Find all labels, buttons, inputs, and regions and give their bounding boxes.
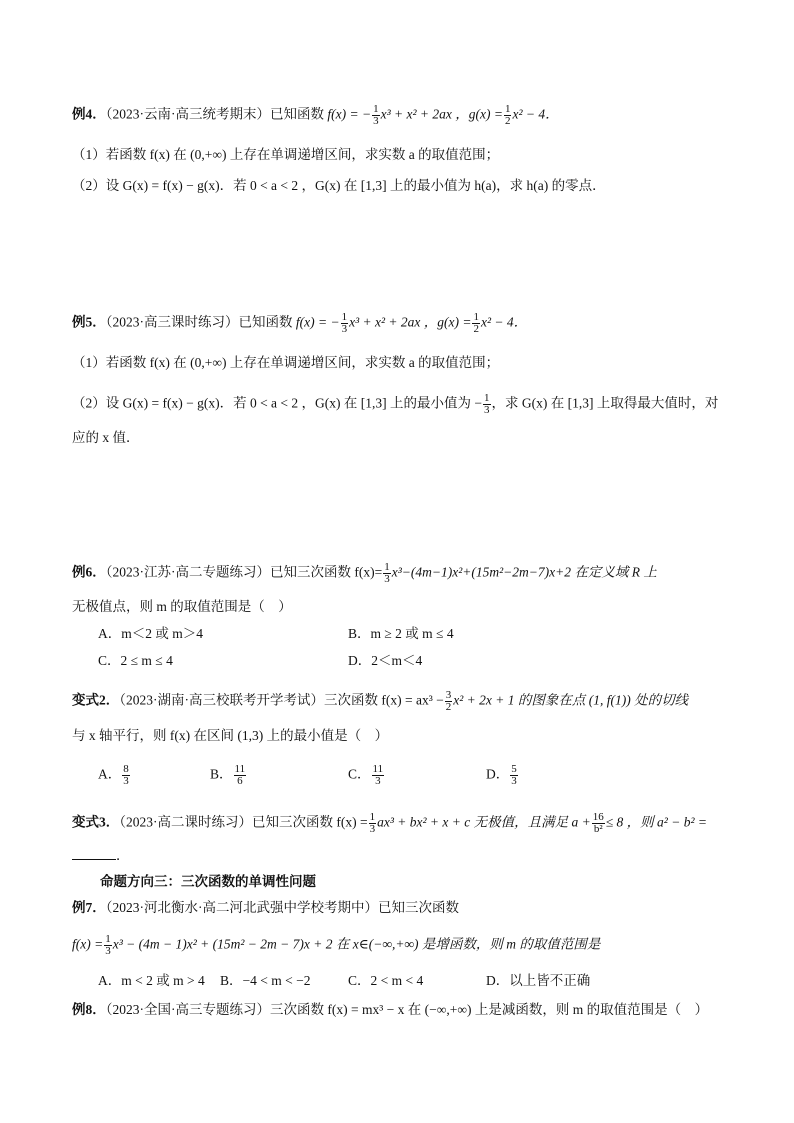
var3-label: 变式3． xyxy=(72,814,120,830)
ex8-label: 例8． xyxy=(72,1002,106,1017)
ex5-source: （2023·高三课时练习）已知函数 xyxy=(105,314,293,330)
ex4-g-def: ，g(x) = xyxy=(455,106,503,122)
ex7-frac: $\frac{1}{3}$ xyxy=(105,933,111,957)
ex5-g-frac: $\frac{1}{2}$ xyxy=(473,311,479,335)
ex4-g-rest: x² − 4． xyxy=(512,106,559,122)
var2-option-a[interactable]: A． $\frac{8}{3}$ xyxy=(98,763,129,787)
ex6-rest: x³−(4m−1)x²+(15m²−2m−7)x+2 在定义域 R 上 xyxy=(391,564,657,580)
ex6-statement xyxy=(72,562,734,585)
ex4-f-rest: x³ + x² + 2ax xyxy=(380,106,452,122)
ex7-line2-b: x³ − (4m − 1)x² + (15m² − 2m − 7)x + 2 在 x∈(−∞,+∞) 是增函数，则 m 的取值范围是 xyxy=(112,936,601,952)
ex5-f-def: f(x) = − xyxy=(295,314,340,330)
ex6-source: （2023·江苏·高二专题练习）已知三次函数 f(x)= xyxy=(105,564,383,580)
ex5-statement xyxy=(72,312,734,335)
ex7-option-b[interactable]: B．−4 < m < −2 xyxy=(220,973,311,988)
var2-option-b[interactable]: B． $\frac{11}{6}$ xyxy=(210,763,246,787)
ex7-statement xyxy=(72,898,734,918)
ex7-line2-a: f(x) = xyxy=(72,936,104,952)
var3-frac: $\frac{1}{3}$ xyxy=(369,811,376,835)
var2-rest: x² + 2x + 1 的图象在点 (1, f(1)) 处的切线 xyxy=(453,692,689,708)
var2-statement xyxy=(72,690,734,713)
var3-frac2: $\frac{16}{\text{b²}}$ xyxy=(592,811,604,835)
ex5-q1: （1）若函数 f(x) 在 (0,+∞) 上存在单调递增区间，求实数 a 的取值范围； xyxy=(72,355,500,370)
ex5-f-frac: $\frac{1}{3}$ xyxy=(341,311,348,335)
var2-option-c[interactable]: C． $\frac{11}{3}$ xyxy=(348,763,384,787)
var3-rest: ax³ + bx² + x + c 无极值，且满足 a + xyxy=(377,814,591,830)
ex5-q2-a: （2）设 G(x) = f(x) − g(x)．若 0 < a < 2 ，G(x) 在 [1,3] 上的最小值为 − xyxy=(72,395,483,411)
ex5-f-rest: x³ + x² + 2ax xyxy=(349,314,421,330)
ex5-label: 例5． xyxy=(72,314,106,330)
ex6-frac: $\frac{1}{3}$ xyxy=(384,561,390,585)
var3-end: ． xyxy=(116,848,130,863)
ex8-statement xyxy=(72,1000,734,1020)
var3-rest2: ≤ 8 ，则 a² − b² = xyxy=(605,814,707,830)
ex6-option-b[interactable]: B．m ≥ 2 或 m ≤ 4 xyxy=(348,626,454,641)
ex6-label: 例6． xyxy=(72,564,106,580)
ex6-option-d[interactable]: D．2＜m＜4 xyxy=(348,653,423,668)
ex6-option-a[interactable]: A．m＜2 或 m＞4 xyxy=(98,626,204,641)
ex7-source: （2023·河北衡水·高二河北武强中学校考期中）已知三次函数 xyxy=(105,900,459,915)
ex5-q2-c: 应的 x 值． xyxy=(72,430,140,445)
ex6-option-c[interactable]: C．2 ≤ m ≤ 4 xyxy=(98,653,173,668)
ex7-option-c[interactable]: C．2 < m < 4 xyxy=(348,973,424,988)
ex7-option-a[interactable]: A．m < 2 或 m > 4 xyxy=(98,973,205,988)
ex7-line2 xyxy=(72,934,734,957)
ex4-label: 例4． xyxy=(72,106,106,122)
var3-source: （2023·高二课时练习）已知三次函数 f(x) = xyxy=(119,814,368,830)
ex6-line2: 无极值点，则 m 的取值范围是（ ） xyxy=(72,599,292,614)
ex4-g-frac: $\frac{1}{2}$ xyxy=(504,103,511,127)
ex5-q2 xyxy=(72,393,734,416)
var3-answer-line xyxy=(72,846,734,866)
ex4-f-frac: $\frac{1}{3}$ xyxy=(373,103,379,127)
ex5-g-rest: x² − 4． xyxy=(480,314,528,330)
ex5-g-def: ，g(x) = xyxy=(423,314,472,330)
var2-label: 变式2． xyxy=(72,692,120,708)
ex5-q2-b: ，求 G(x) 在 [1,3] 上取得最大值时，对 xyxy=(491,395,719,411)
ex4-q1: （1）若函数 f(x) 在 (0,+∞) 上存在单调递增区间，求实数 a 的取值范围； xyxy=(72,147,500,162)
ex4-f-def: f(x) = − xyxy=(327,106,372,122)
var2-frac: $\frac{3}{2}$ xyxy=(445,689,452,713)
var3-statement xyxy=(72,812,734,835)
ex8-source: （2023·全国·高三专题练习）三次函数 f(x) = mx³ − x 在 (−∞,+∞) 上是减函数，则 m 的取值范围是（ ） xyxy=(105,1002,709,1017)
ex7-option-d[interactable]: D．以上皆不正确 xyxy=(486,973,591,988)
ex4-source: （2023·云南·高三统考期末）已知函数 xyxy=(105,106,324,122)
answer-blank[interactable] xyxy=(72,847,116,860)
var2-line2: 与 x 轴平行，则 f(x) 在区间 (1,3) 上的最小值是（ ） xyxy=(72,728,389,743)
ex7-label: 例7． xyxy=(72,900,106,915)
section3-heading: 命题方向三：三次函数的单调性问题 xyxy=(100,874,316,889)
var2-option-d[interactable]: D． $\frac{5}{3}$ xyxy=(486,763,517,787)
ex4-statement xyxy=(72,104,734,127)
ex4-q2: （2）设 G(x) = f(x) − g(x)．若 0 < a < 2 ，G(x) 在 [1,3] 上的最小值为 h(a)，求 h(a) 的零点． xyxy=(72,178,606,193)
var2-source: （2023·湖南·高三校联考开学考试）三次函数 f(x) = ax³ − xyxy=(119,692,444,708)
ex5-q2-frac: $\frac{1}{3}$ xyxy=(484,392,490,416)
